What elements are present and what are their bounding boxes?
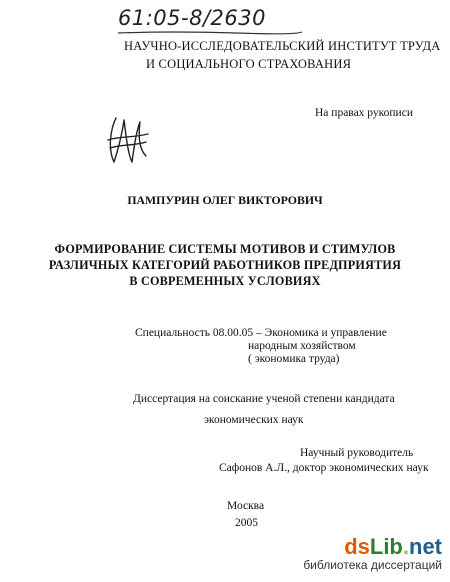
author-name: ПАМПУРИН ОЛЕГ ВИКТОРОВИЧ [127,193,323,207]
supervisor-name: Сафонов А.Л., доктор экономических наук [219,462,429,474]
archive-stamp-number: 61:05-8/2630 [118,6,266,30]
watermark-subtitle: библиотека диссертаций [303,558,442,572]
dissertation-title-line-2: РАЗЛИЧНЫХ КАТЕГОРИЙ РАБОТНИКОВ ПРЕДПРИЯТИЯ [48,258,402,272]
specialty-line-1: Специальность 08.00.05 – Экономика и управление [135,327,387,339]
supervisor-label: Научный руководитель [300,447,414,459]
institute-line-1: НАУЧНО-ИССЛЕДОВАТЕЛЬСКИЙ ИНСТИТУТ ТРУДА [124,39,441,53]
dissertation-title-line-1: ФОРМИРОВАНИЕ СИСТЕМЫ МОТИВОВ И СТИМУЛОВ [54,242,396,256]
manuscript-rights-note: На правах рукописи [315,107,413,119]
specialty-line-3: ( экономика труда) [248,353,340,365]
handwritten-signature-icon [102,110,152,170]
dslib-watermark [303,536,442,572]
dissertation-title-line-3: В СОВРЕМЕННЫХ УСЛОВИЯХ [129,274,321,288]
watermark-logo [303,536,442,558]
watermark-ds: ds [344,534,370,559]
watermark-lib: Lib [369,534,403,559]
city: Москва [227,500,265,512]
watermark-net: net [409,534,442,559]
specialty-line-2: народным хозяйством [248,340,356,352]
watermark-dot: . [402,534,409,559]
stamp-underline [116,30,306,36]
year: 2005 [235,517,258,529]
degree-line-2: экономических наук [204,414,304,426]
institute-line-2: И СОЦИАЛЬНОГО СТРАХОВАНИЯ [146,57,352,71]
degree-line-1: Диссертация на соискание ученой степени кандидата [133,393,395,405]
